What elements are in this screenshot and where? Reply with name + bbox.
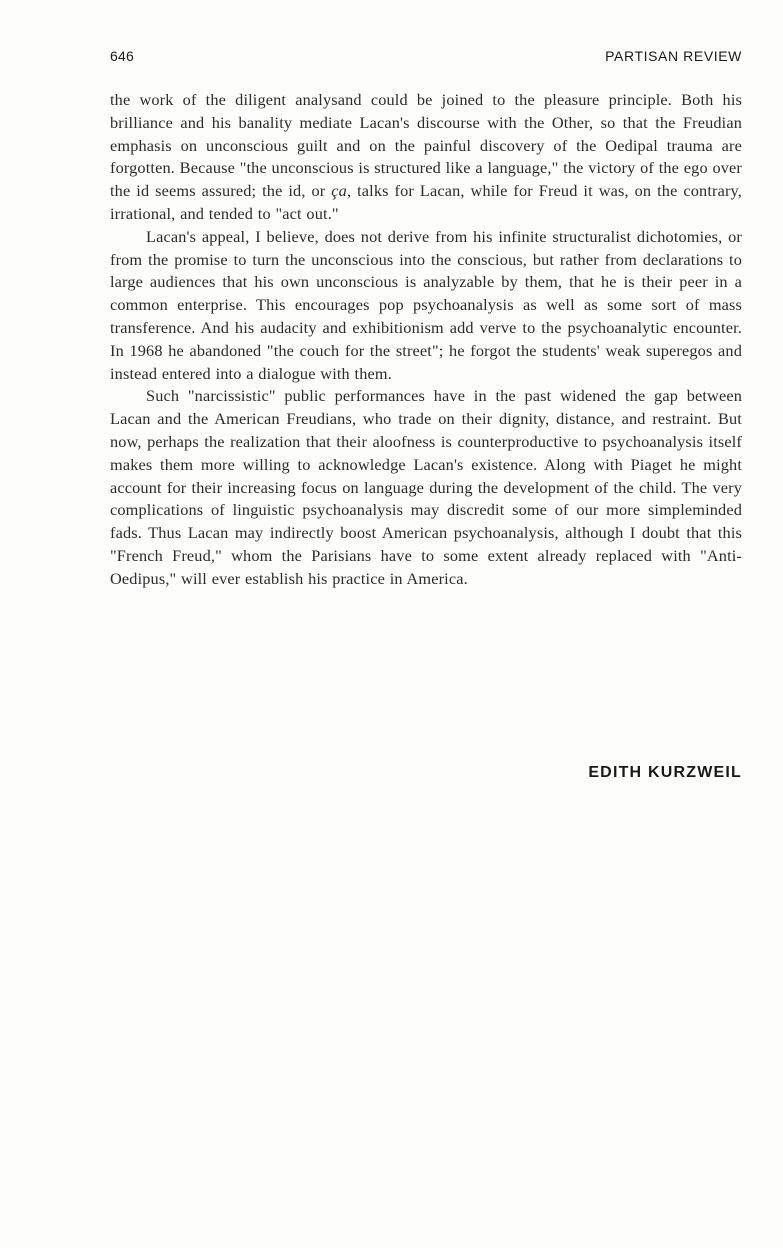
paragraph [110, 89, 742, 226]
article-body [110, 89, 742, 591]
paragraph: Such "narcissistic" public performances have in the past widened the gap between Lacan and the American Freudians, who trade on their dignity, distance, and restraint. But now, perhaps the realization that their aloofness is counterproductive to psychoanalysis itself makes them more willing to acknowledge Lacan's existence. Along with Piaget he might account for their increasing focus on language during the development of the child. The very complications of linguistic psychoanalysis may discredit some of our more simpleminded fads. Thus Lacan may indirectly boost American psychoanalysis, although I doubt that this "French Freud," whom the Parisians have to some extent already replaced with "Anti-Oedipus," will ever establish his practice in America. [110, 386, 742, 588]
running-head: PARTISAN REVIEW [605, 48, 742, 64]
italic-term: ça [331, 181, 347, 201]
page-header [110, 48, 742, 70]
author-signature: EDITH KURZWEIL [588, 764, 742, 781]
page-number: 646 [110, 48, 134, 64]
paragraph: Lacan's appeal, I believe, does not derive from his infinite structuralist dichotomies, or from the promise to turn the unconscious into the conscious, but rather from declarations to large audiences that his own unconscious is analyzable by them, that he is their peer in a common enterprise. This encourages pop psychoanalysis as well as some sort of mass transference. And his audacity and exhibitionism add verve to the psychoanalytic encounter. In 1968 he abandoned "the couch for the street"; he forgot the students' weak superegos and instead entered into a dialogue with them. [110, 226, 742, 383]
paragraph-text: , talks for Lacan, while for Freud it was, on the contrary, irrational, and tended to "act out." [110, 181, 742, 223]
paragraph-text: the work of the diligent analysand could be joined to the pleasure principle. Both his brilliance and his banality mediate Lacan's discourse with the Other, so that the Freudian emphasis on unconscious guilt and on the painful discovery of the Oedipal trauma are forgotten. Because "the unconscious is structured like a language," the victory of the ego over the id seems assured; the id, or [110, 90, 742, 201]
